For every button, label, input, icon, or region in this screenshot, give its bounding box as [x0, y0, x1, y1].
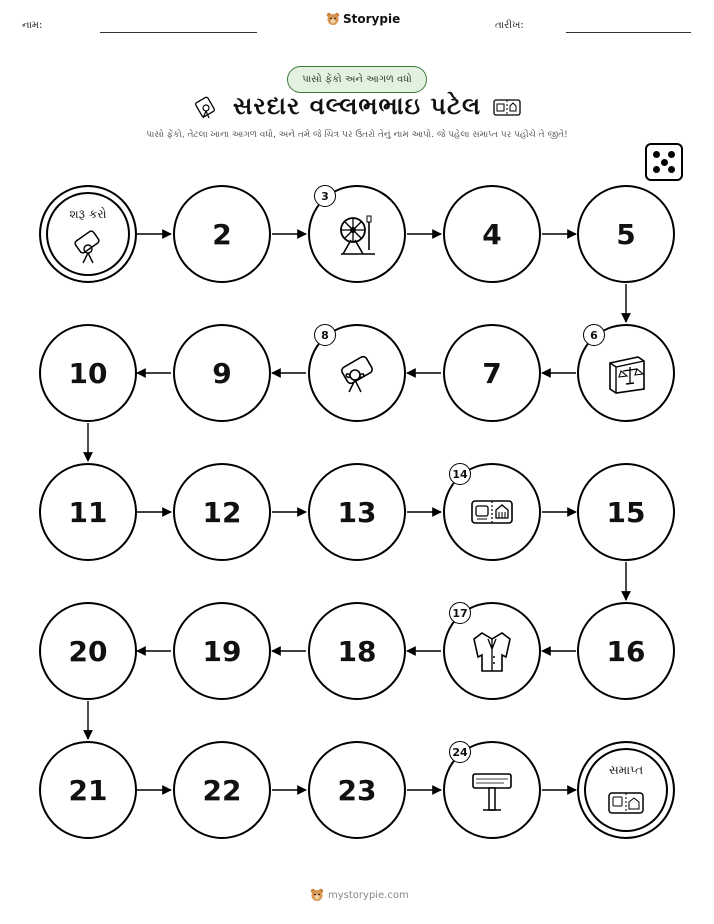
cell-number: 21: [68, 773, 108, 807]
cell-start[interactable]: [39, 185, 137, 283]
cell-11[interactable]: [39, 463, 137, 561]
cell-number: 23: [337, 773, 377, 807]
signpost-icon: [468, 766, 516, 814]
cell-21[interactable]: [39, 741, 137, 839]
finish-label: સમાપ્ત: [608, 763, 644, 777]
cell-badge: 14: [449, 463, 471, 485]
cell-17[interactable]: [443, 602, 541, 700]
cell-number: 10: [68, 356, 108, 390]
cell-number: 7: [482, 356, 502, 390]
name-label: નામ:: [22, 20, 43, 31]
date-label: તારીખ:: [495, 20, 524, 31]
cell-2[interactable]: [173, 185, 271, 283]
cell-10[interactable]: [39, 324, 137, 422]
cell-badge: 17: [449, 602, 471, 624]
cell-number: 16: [606, 634, 646, 668]
cell-number: 4: [482, 217, 502, 251]
cell-number: 12: [202, 495, 242, 529]
law-book-icon: [602, 349, 650, 397]
cell-badge: 24: [449, 741, 471, 763]
cell-24[interactable]: [443, 741, 541, 839]
subtitle-pill: પાસો ફેંકો અને આગળ વધો: [287, 66, 427, 93]
cell-14[interactable]: [443, 463, 541, 561]
cell-7[interactable]: [443, 324, 541, 422]
cell-number: 13: [337, 495, 377, 529]
cell-number: 11: [68, 495, 108, 529]
cell-20[interactable]: [39, 602, 137, 700]
cell-6[interactable]: [577, 324, 675, 422]
cell-number: 15: [606, 495, 646, 529]
spinning-wheel-icon: [333, 210, 381, 258]
cell-12[interactable]: [173, 463, 271, 561]
cell-19[interactable]: [173, 602, 271, 700]
cell-16[interactable]: [577, 602, 675, 700]
cell-number: 5: [616, 217, 636, 251]
cell-9[interactable]: [173, 324, 271, 422]
footer: [310, 888, 409, 902]
bear-icon: [310, 888, 324, 902]
cell-18[interactable]: [308, 602, 406, 700]
cell-15[interactable]: [577, 463, 675, 561]
cell-badge: 8: [314, 324, 336, 346]
cell-badge: 3: [314, 185, 336, 207]
cell-13[interactable]: [308, 463, 406, 561]
ticket-icon: [468, 488, 516, 536]
cell-4[interactable]: [443, 185, 541, 283]
cell-number: 2: [212, 217, 232, 251]
cell-22[interactable]: [173, 741, 271, 839]
suit-icon: [468, 627, 516, 675]
cell-3[interactable]: [308, 185, 406, 283]
cell-number: 18: [337, 634, 377, 668]
footer-site[interactable]: mystorypie.com: [328, 889, 409, 901]
scroll-icon: [333, 349, 381, 397]
cell-8[interactable]: [308, 324, 406, 422]
brand-name: Storypie: [343, 12, 401, 26]
cell-23[interactable]: [308, 741, 406, 839]
cell-finish[interactable]: [577, 741, 675, 839]
cell-badge: 6: [583, 324, 605, 346]
cell-number: 19: [202, 634, 242, 668]
scroll-icon: [68, 227, 108, 267]
cell-number: 20: [68, 634, 108, 668]
cell-number: 9: [212, 356, 232, 390]
page-title: સરદાર વલ્લભભાઇ પટેલ: [232, 92, 482, 120]
ticket-icon: [606, 783, 646, 823]
cell-number: 22: [202, 773, 242, 807]
cell-5[interactable]: [577, 185, 675, 283]
start-label: શરૂ કરો: [69, 207, 107, 221]
instructions: પાસો ફેંકો, તેટલા ખાના આગળ વધો, અને તમે જે ચિત્ર પર ઉતરો તેનું નામ આપો. જે પહેલા સમાપ્ત પર પહોંચે તે જીતે!: [146, 130, 568, 140]
